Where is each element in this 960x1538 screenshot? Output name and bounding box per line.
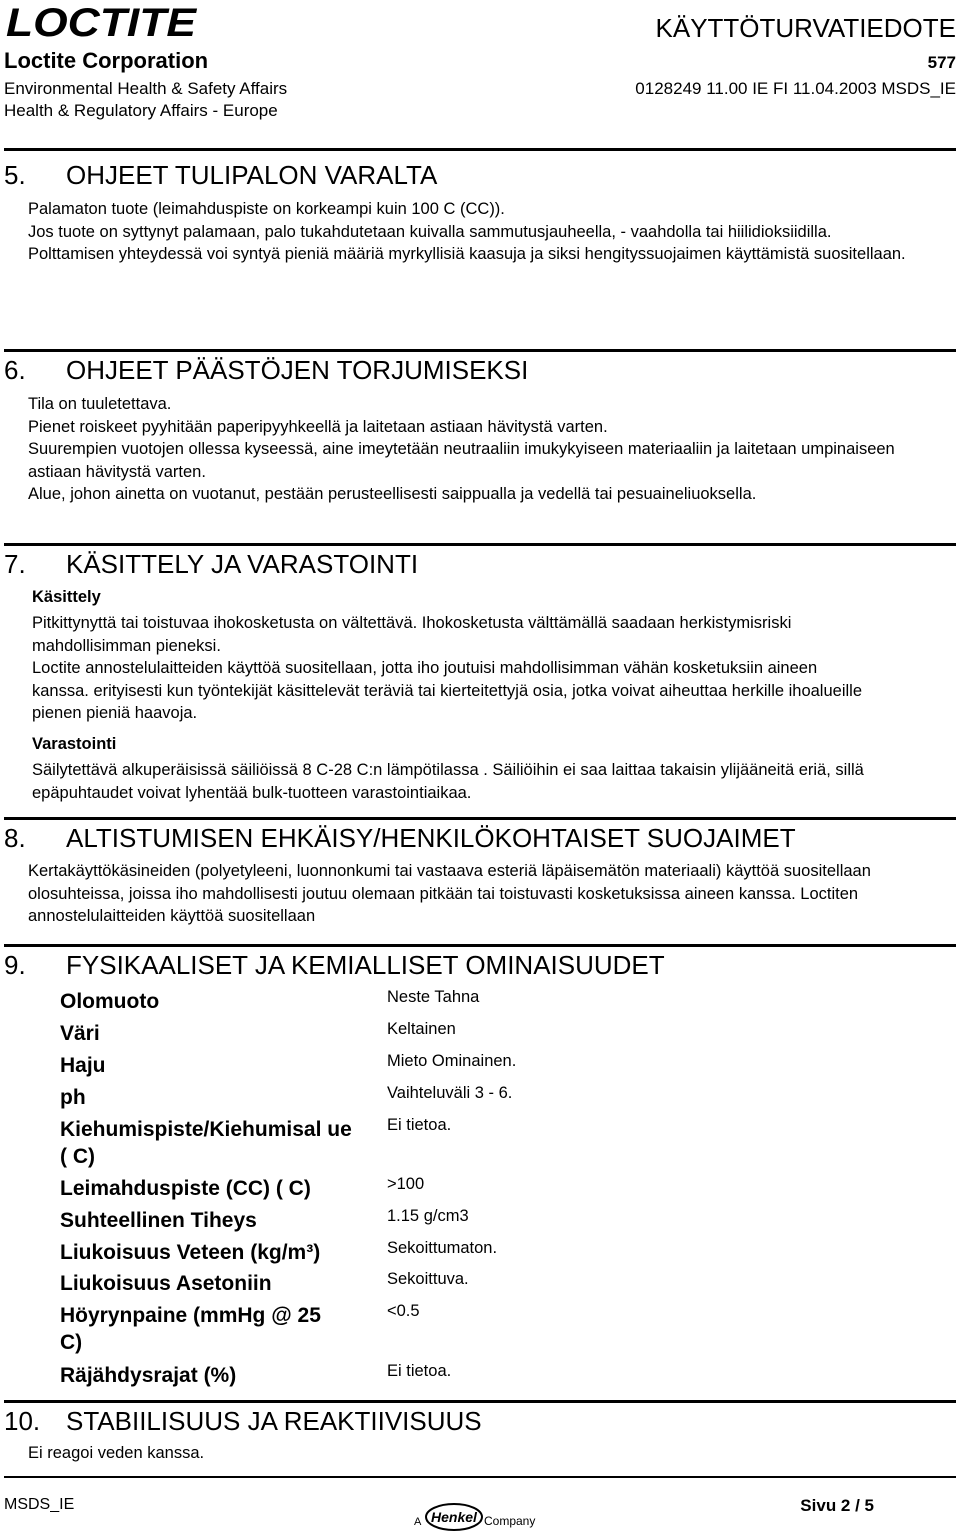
section-10-body: Ei reagoi veden kanssa.: [28, 1444, 205, 1462]
property-label: Väri: [60, 1022, 100, 1045]
paragraph: Suurempien vuotojen ollessa kyseessä, aine imeytetään neutraaliin imukykyiseen materiaaliin ja laitetaan umpinaiseen astiaan hävitystä varten.: [28, 440, 895, 481]
section-5-heading: [4, 160, 437, 191]
property-value: Sekoittuva.: [387, 1270, 469, 1288]
property-label: Liukoisuus Asetoniin: [60, 1272, 272, 1295]
property-value: Ei tietoa.: [387, 1116, 452, 1134]
property-label: Suhteellinen Tiheys: [60, 1209, 257, 1232]
section-6-body: [28, 393, 928, 506]
property-value: Neste Tahna: [387, 988, 480, 1006]
property-value: Keltainen: [387, 1020, 456, 1038]
property-label: Olomuoto: [60, 990, 160, 1013]
company-name: Loctite Corporation: [4, 48, 209, 73]
henkel-prefix: A: [414, 1516, 422, 1528]
section-number: 8.: [4, 823, 26, 853]
property-value: Sekoittumaton.: [387, 1239, 498, 1257]
section-6-heading: [4, 355, 528, 386]
document-title: KÄYTTÖTURVATIEDOTE: [655, 13, 956, 43]
section-title: FYSIKAALISET JA KEMIALLISET OMINAISUUDET: [66, 950, 665, 980]
handling-heading: Käsittely: [32, 588, 101, 606]
page-number: 577: [927, 53, 956, 72]
property-value: Ei tietoa.: [387, 1362, 452, 1380]
section-10-heading: [4, 1406, 482, 1437]
section-divider: [4, 349, 956, 352]
storage-heading: Varastointi: [32, 735, 117, 753]
handling-paragraph-2: Loctite annostelulaitteiden käyttöä suositellaan, jotta iho joutuisi mahdollisimman vähän kosketuksiin aineen kanssa. erityisesti kun työntekijät käsittelevät teräviä tai kierteitettyjä osia, jotka voivat aiheuttaa herkille ihoalueille pienen pieniä haavoja.: [32, 659, 863, 722]
department-line-1: Environmental Health & Safety Affairs: [4, 79, 288, 98]
henkel-suffix: Company: [484, 1514, 536, 1528]
property-value: Vaihteluväli 3 - 6.: [387, 1084, 513, 1102]
paragraph: Tila on tuuletettava.: [28, 395, 172, 413]
loctite-logo: [4, 2, 200, 42]
paragraph: Palamaton tuote (leimahduspiste on korkeampi kuin 100 C (CC)).: [28, 200, 505, 218]
section-title: ALTISTUMISEN EHKÄISY/HENKILÖKOHTAISET SUOJAIMET: [66, 823, 796, 853]
property-value: Mieto Ominainen.: [387, 1052, 517, 1070]
section-8-body: Kertakäyttökäsineiden (polyetyleeni, luonnonkumi tai vastaava esteriä läpäisemätön materiaali) käyttöä suositellaan olosuhteissa, joissa iho mahdollisesti joutuu olemaan pitkään tai toistuvasti kosketuksissa aineen kanssa. Loctiten annostelulaitteiden käyttöä suositellaan: [28, 862, 871, 925]
section-divider: [4, 148, 956, 151]
storage-paragraph: Säilytettävä alkuperäisissä säiliöissä 8 C-28 C:n lämpötilassa . Säiliöihin ei saa laittaa takaisin ylijääneitä eriä, sillä epäpuhtaudet voivat lyhentää bulk-tuotteen varastointiaikaa.: [32, 761, 864, 802]
property-label: Kiehumispiste/Kiehumisal ue ( C): [60, 1118, 352, 1168]
section-number: 10.: [4, 1406, 41, 1436]
footer-document-code: MSDS_IE: [4, 1496, 75, 1513]
property-label: Räjähdysrajat (%): [60, 1364, 237, 1387]
section-divider: [4, 944, 956, 947]
section-number: 9.: [4, 950, 26, 980]
handling-paragraph-1: Pitkittynyttä tai toistuvaa ihokosketusta on vältettävä. Ihokosketusta välttämällä saadaan herkistymisriski mahdollisimman pieneksi.: [32, 614, 792, 655]
department-line-2: Health & Regulatory Affairs - Europe: [4, 101, 278, 120]
property-label: Haju: [60, 1054, 106, 1077]
section-divider: [4, 817, 956, 820]
property-label: ph: [60, 1086, 86, 1109]
logo-text: LOCTITE: [6, 2, 198, 42]
paragraph: Alue, johon ainetta on vuotanut, pestään perusteellisesti saippualla ja vedellä tai pesuaineliuoksella.: [28, 485, 757, 503]
paragraph: Pienet roiskeet pyyhitään paperipyyhkeellä ja laitetaan astiaan hävitystä varten.: [28, 417, 608, 436]
property-label: Leimahduspiste (CC) ( C): [60, 1177, 311, 1200]
section-9-heading: [4, 950, 665, 981]
henkel-brand: Henkel: [431, 1509, 477, 1525]
section-number: 6.: [4, 355, 26, 385]
footer-divider: [4, 1476, 956, 1478]
section-title: STABIILISUUS JA REAKTIIVISUUS: [66, 1406, 482, 1436]
document-reference: 0128249 11.00 IE FI 11.04.2003 MSDS_IE: [635, 79, 956, 98]
section-8-heading: [4, 823, 796, 854]
section-number: 7.: [4, 549, 26, 579]
property-value: >100: [387, 1175, 425, 1193]
footer-page-indicator: Sivu 2 / 5: [800, 1496, 874, 1515]
section-divider: [4, 543, 956, 546]
property-value: <0.5: [387, 1302, 420, 1320]
paragraph: Jos tuote on syttynyt palamaan, palo tukahdutetaan kuivalla sammutusjauheella, - vaahdolla tai hiilidioksiidilla.: [28, 222, 832, 241]
property-value: 1.15 g/cm3: [387, 1207, 469, 1225]
section-title: OHJEET PÄÄSTÖJEN TORJUMISEKSI: [66, 355, 529, 385]
section-divider: [4, 1400, 956, 1403]
section-title: OHJEET TULIPALON VARALTA: [66, 160, 438, 190]
property-label: Höyrynpaine (mmHg @ 25 C): [60, 1304, 321, 1354]
henkel-company-logo: [414, 1500, 542, 1534]
section-number: 5.: [4, 160, 26, 190]
section-title: KÄSITTELY JA VARASTOINTI: [66, 549, 419, 579]
section-7-heading: [4, 549, 418, 580]
property-label: Liukoisuus Veteen (kg/m³): [60, 1241, 321, 1264]
section-5-body: [28, 198, 928, 266]
paragraph: Polttamisen yhteydessä voi syntyä pieniä määriä myrkyllisiä kaasuja ja siksi hengityssuojaimen käyttämistä suositellaan.: [28, 245, 906, 263]
